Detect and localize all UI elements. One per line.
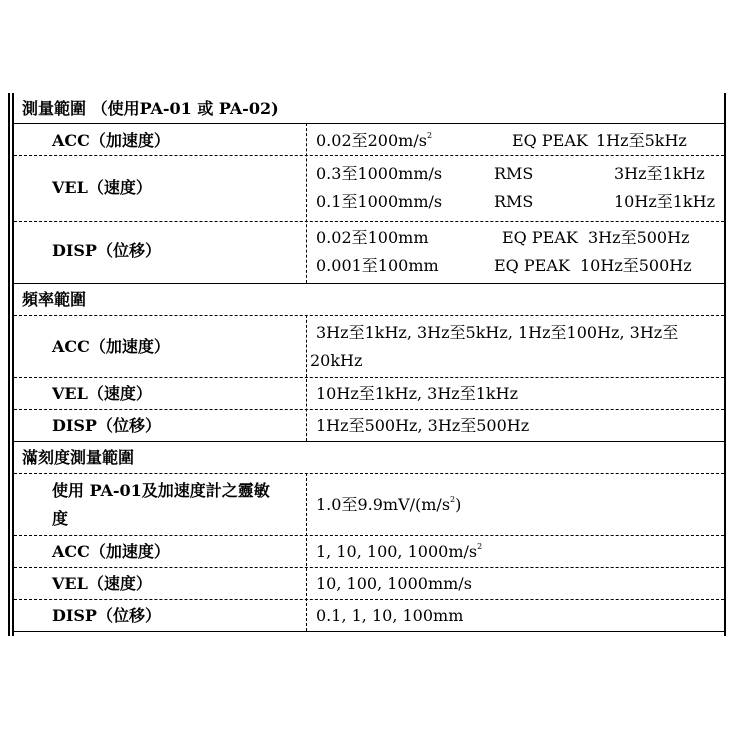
row-divider bbox=[14, 155, 724, 156]
vel-range-1: 0.3至1000mm/s bbox=[316, 164, 443, 183]
freq-acc-value-line1: 3Hz至1kHz, 3Hz至5kHz, 1Hz至100Hz, 3Hz至 bbox=[316, 323, 679, 342]
row-divider bbox=[14, 283, 724, 284]
acc-range: 0.02至$200m/s^2$ bbox=[316, 131, 433, 150]
fullscale-acc-label: ACC（加速度） bbox=[52, 542, 170, 561]
fullscale-disp-label: DISP（位移） bbox=[52, 606, 161, 625]
acc-label: ACC（加速度） bbox=[52, 131, 170, 150]
vel-mode-1: RMS bbox=[494, 164, 534, 183]
vel-freq-1: 3Hz至1kHz bbox=[614, 164, 705, 183]
section-title-fullscale: 滿刻度測量範圍 bbox=[22, 448, 135, 467]
section-title-frequency: 頻率範圍 bbox=[22, 290, 87, 309]
disp-label: DISP（位移） bbox=[52, 241, 161, 260]
fullscale-vel-value: 10, 100, 1000mm/s bbox=[316, 574, 472, 593]
vel-label: VEL（速度） bbox=[52, 178, 152, 197]
freq-disp-label: DISP（位移） bbox=[52, 416, 161, 435]
disp-range-1: 0.02至100mm bbox=[316, 228, 429, 247]
freq-acc-value-line2: 20kHz bbox=[310, 351, 363, 370]
row-divider bbox=[14, 599, 724, 600]
table-border-left bbox=[8, 93, 10, 636]
row-divider bbox=[14, 535, 724, 536]
row-divider bbox=[14, 441, 724, 442]
table-border-right bbox=[724, 93, 726, 636]
row-divider bbox=[14, 315, 724, 316]
section-title-measurement: 測量範圍 （使用PA-01 或 PA-02) bbox=[22, 99, 279, 118]
row-divider bbox=[14, 631, 724, 632]
vel-range-2: 0.1至1000mm/s bbox=[316, 192, 443, 211]
sensitivity-value: 1.0至$9.9mV/(m/s^2)$ bbox=[316, 495, 462, 514]
acc-freq: 1Hz至5kHz bbox=[596, 131, 687, 150]
column-divider bbox=[306, 473, 307, 631]
disp-freq-1: 3Hz至500Hz bbox=[588, 228, 690, 247]
row-divider bbox=[14, 409, 724, 410]
sensitivity-label-line2: 度 bbox=[52, 509, 69, 528]
disp-mode-1: EQ PEAK bbox=[502, 228, 578, 247]
disp-freq-2: 10Hz至500Hz bbox=[580, 256, 692, 275]
column-divider bbox=[306, 315, 307, 441]
row-divider bbox=[14, 221, 724, 222]
disp-mode-2: EQ PEAK bbox=[494, 256, 570, 275]
row-divider bbox=[14, 567, 724, 568]
vel-mode-2: RMS bbox=[494, 192, 534, 211]
fullscale-acc-value: 1, 10, 100, $1000m/s^2$ bbox=[316, 542, 483, 561]
freq-vel-label: VEL（速度） bbox=[52, 384, 152, 403]
freq-acc-label: ACC（加速度） bbox=[52, 337, 170, 356]
vel-freq-2: 10Hz至1kHz bbox=[614, 192, 716, 211]
spec-table bbox=[8, 93, 726, 636]
row-divider bbox=[14, 123, 724, 124]
freq-disp-value: 1Hz至500Hz, 3Hz至500Hz bbox=[316, 416, 530, 435]
fullscale-disp-value: 0.1, 1, 10, 100mm bbox=[316, 606, 464, 625]
fullscale-vel-label: VEL（速度） bbox=[52, 574, 152, 593]
sensitivity-label-line1: 使用 PA-01及加速度計之靈敏 bbox=[52, 481, 270, 500]
acc-mode: EQ PEAK bbox=[512, 131, 588, 150]
row-divider bbox=[14, 473, 724, 474]
row-divider bbox=[14, 377, 724, 378]
disp-range-2: 0.001至100mm bbox=[316, 256, 439, 275]
table-border-left-inner bbox=[12, 93, 14, 636]
freq-vel-value: 10Hz至1kHz, 3Hz至1kHz bbox=[316, 384, 518, 403]
column-divider bbox=[306, 123, 307, 283]
